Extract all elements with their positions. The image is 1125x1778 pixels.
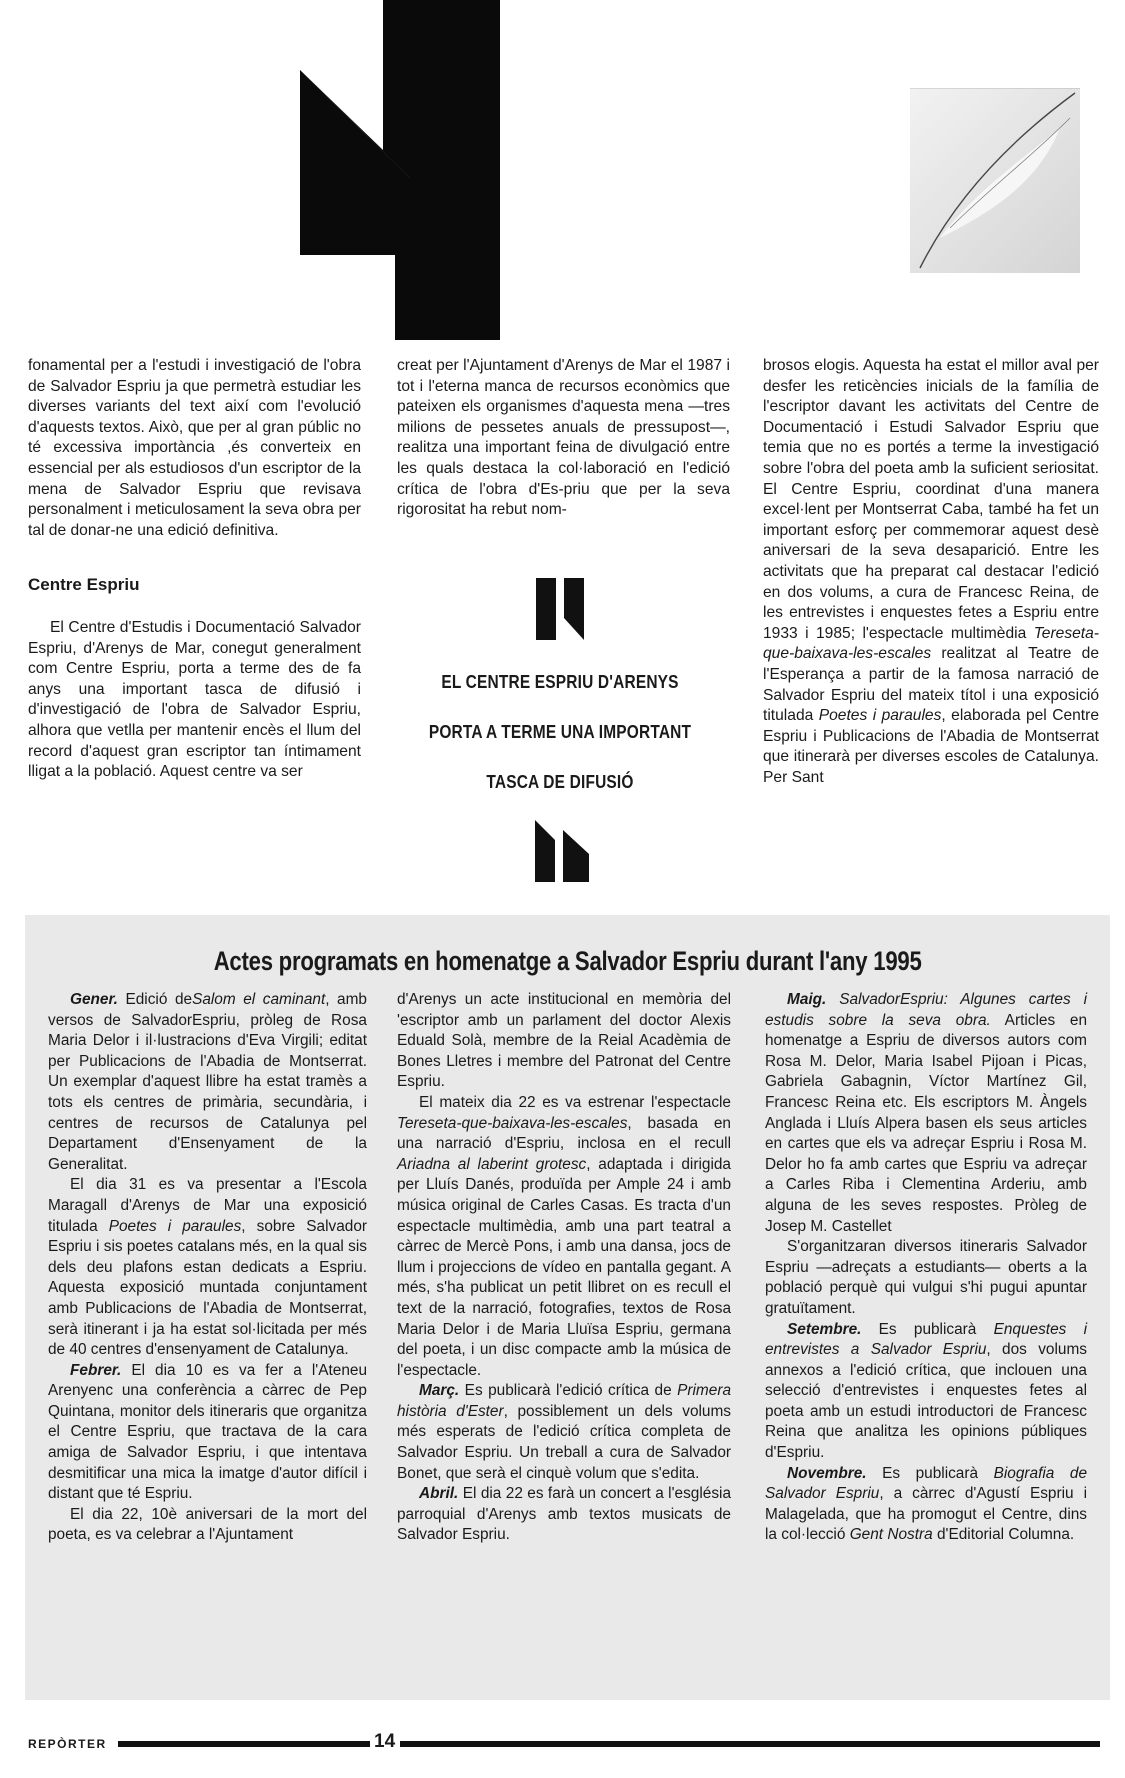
- paragraph: Setembre. Es publicarà Enquestes i entrevistes a Salvador Espriu, dos volums annexos a l'edició crítica, que inclouen una selecció d'entrevistes i enquestes fetes al poeta amb un estudi introductori de Francesc Reina que analitza les opinions públiques d'Espriu.: [765, 1320, 1087, 1462]
- feather-icon: [910, 88, 1080, 273]
- footer-rule-right: [400, 1741, 1100, 1747]
- paragraph: Gener. Edició deSalom el caminant, amb versos de SalvadorEspriu, pròleg de Rosa Maria Delor i il·lustracions d'Eva Virgili; editat per Publicacions de l'Abadia de Montserrat. Un exemplar d'aquest llibre ha estat tramès a tots els centres de primària, secundària, i centres de recursos de Catalunya pel Departament d'Ensenyament de la Generalitat.: [48, 991, 367, 1173]
- paragraph: fonamental per a l'estudi i investigació de l'obra de Salvador Espriu ja que permetrà estudiar les diverses variants del text així com l'evolució d'aquests textos. Això, que per al gran públic no té excessiva importància ,és converteix en essencial per als estudiosos d'un escriptor de la mena de Salvador Espriu que revisava personalment i meticulosament la seva obra per tal de donar-ne una edició definitiva.: [28, 357, 361, 539]
- paragraph: El Centre d'Estudis i Documentació Salvador Espriu, d'Arenys de Mar, conegut generalment com Centre Espriu, porta a terme des de fa anys una important tasca de difusió i d'investigació de l'obra de Salvador Espriu, alhora que vetlla per mantenir encès el llum del record d'aquest gran escriptor tan íntimament lligat a la població. Aquest centre va ser: [28, 618, 361, 781]
- article-column-2: [397, 356, 730, 521]
- sidebar-column-3: [765, 990, 1087, 1546]
- close-quote-mark: [535, 820, 597, 882]
- publication-name: REPÒRTER: [28, 1737, 107, 1751]
- footer-rule-left: [118, 1741, 370, 1747]
- feather-illustration: [910, 88, 1080, 273]
- page-number: 14: [374, 1731, 396, 1752]
- pull-quote-line: EL CENTRE ESPRIU D'ARENYS: [441, 672, 679, 692]
- sidebar-title: Actes programats en homenatge a Salvador Espriu durant l'any 1995: [213, 946, 922, 976]
- pull-quote: [414, 670, 706, 820]
- paragraph: Maig. SalvadorEspriu: Algunes cartes i estudis sobre la seva obra. Articles en homenatge a Espriu de diversos autors com Rosa M. Delor, Maria Isabel Pijoan i Picas, Gabriela Gabagnin, Víctor Martínez Gil, Francesc Reina etc. Els escriptors M. Àngels Anglada i Lluís Alpera basen els seus articles en cartes que els va adreçar Espriu i Rosa M. Delor ho fa amb cartes que Espriu va adreçar a Carles Riba i Clementina Arderiu, amb alguna de les seves respostes. Pròleg de Josep M. Castellet: [765, 991, 1088, 1235]
- paragraph: Març. Es publicarà l'edició crítica de Primera història d'Ester, possiblement un dels volums més esperats de l'edició crítica completa de Salvador Espriu. Un treball a cura de Salvador Bonet, que serà el cinquè volum que s'edita.: [397, 1382, 732, 1482]
- paragraph: El dia 22, 10è aniversari de la mort del poeta, es va celebrar a l'Ajuntament: [48, 1505, 367, 1544]
- paragraph: Novembre. Es publicarà Biografia de Salvador Espriu, a càrrec d'Agustí Espriu i Malagelada, que ha promogut el Centre, dins la col·lecció Gent Nostra d'Editorial Columna.: [765, 1464, 1087, 1544]
- paragraph: d'Arenys un acte institucional en memòria del 'escriptor amb un parlament del doctor Alexis Eduald Solà, membre de la Reial Acadèmia de Bones Lletres i membre del Patronat del Centre Espriu.: [397, 991, 731, 1091]
- article-column-3: [763, 356, 1099, 788]
- paragraph: creat per l'Ajuntament d'Arenys de Mar el 1987 i tot i l'eterna manca de recursos econòmics que pateixen els organismes d'aquesta mena —tres milions de pessetes anuals de pressupost—, realitza una important feina de divulgació entre les quals destaca la col·laboració en l'edició crítica de l'obra d'Es-priu que per la seva rigorositat ha rebut nom-: [397, 357, 730, 519]
- pull-quote-line: PORTA A TERME UNA IMPORTANT: [428, 722, 692, 742]
- paragraph: brosos elogis. Aquesta ha estat el millor aval per desfer les reticències inicials de la família de l'escriptor davant les activitats del Centre de Documentació i Estudi Salvador Espriu que temia que no es portés a terme la investigació sobre l'obra del poeta amb la suficient seriositat. El Centre Espriu, coordinat d'una manera excel·lent per Montserrat Caba, també ha fet un important esforç per commemorar aquest desè aniversari de la seva desaparició. Entre les activitats que ha preparat cal destacar l'edició en dos volums, a cura de Francesc Reina, de les entrevistes i enquestes fetes a Espriu entre 1933 i 1985; l'espectacle multimèdia Tereseta-que-baixava-les-escales realitzat al Teatre de l'Esperança a partir de la famosa narració de Salvador Espriu del mateix títol i una exposició titulada Poetes i paraules, elaborada pel Centre Espriu i Publicacions de l'Abadia de Montserrat que itinerarà per diverses escoles de Catalunya. Per Sant: [763, 357, 1099, 786]
- section-subheading: Centre Espriu: [28, 575, 140, 595]
- paragraph: El dia 31 es va presentar a l'Escola Maragall d'Arenys de Mar una exposició titulada Poetes i paraules, sobre Salvador Espriu i sis poetes catalans més, en la qual sis dels deu plafons estan dedicats a Espriu. Aquesta exposició muntada conjuntament amb Publicacions de l'Abadia de Montserrat, serà itinerant i ja ha estat sol·licitada per més de 40 centres d'ensenyament de Catalunya.: [48, 1176, 367, 1359]
- pull-quote-line: TASCA DE DIFUSIÓ: [486, 772, 634, 792]
- sidebar-column-1: [48, 990, 367, 1546]
- paragraph: S'organitzaran diversos itineraris Salvador Espriu —adreçats a estudiants— oberts a la població perquè qui vulgui s'hi pugui apuntar gratuïtament.: [765, 1238, 1087, 1317]
- paragraph: El mateix dia 22 es va estrenar l'espectacle Tereseta-que-baixava-les-escales, basada en una narració d'Espriu, inclosa en el recull Ariadna al laberint grotesc, adaptada i dirigida per Lluís Danés, produïda per Ample 24 i amb música original de Carles Casas. Es tracta d'un espectacle multimèdia, amb una part teatral a càrrec de Mercè Pons, i amb una dansa, jocs de llum i projeccions de vídeo en pantalla gegant. A més, s'ha publicat un petit llibret on es recull el text de la narració, fotografies, textos de Rosa Maria Delor i de Maria Lluïsa Espriu, germana del poeta, i un disc compacte amb la música de l'espectacle.: [397, 1093, 731, 1379]
- open-quote-mark: [530, 578, 592, 640]
- article-column-1: [28, 356, 361, 783]
- paragraph: Febrer. El dia 10 es va fer a l'Ateneu Arenyenc una conferència a càrrec de Pep Quintana, monitor dels itineraris que organitza el Centre Espriu, que tractava de la cara amiga de Salvador Espriu, i que intentava desmitificar una mica la imatge d'autor difícil i distant que té Espriu.: [48, 1361, 367, 1503]
- decorative-black-shape: [300, 0, 500, 340]
- sidebar-column-2: [397, 990, 731, 1546]
- paragraph: Abril. El dia 22 es farà un concert a l'església parroquial d'Arenys amb textos musicats de Salvador Espriu.: [397, 1485, 731, 1544]
